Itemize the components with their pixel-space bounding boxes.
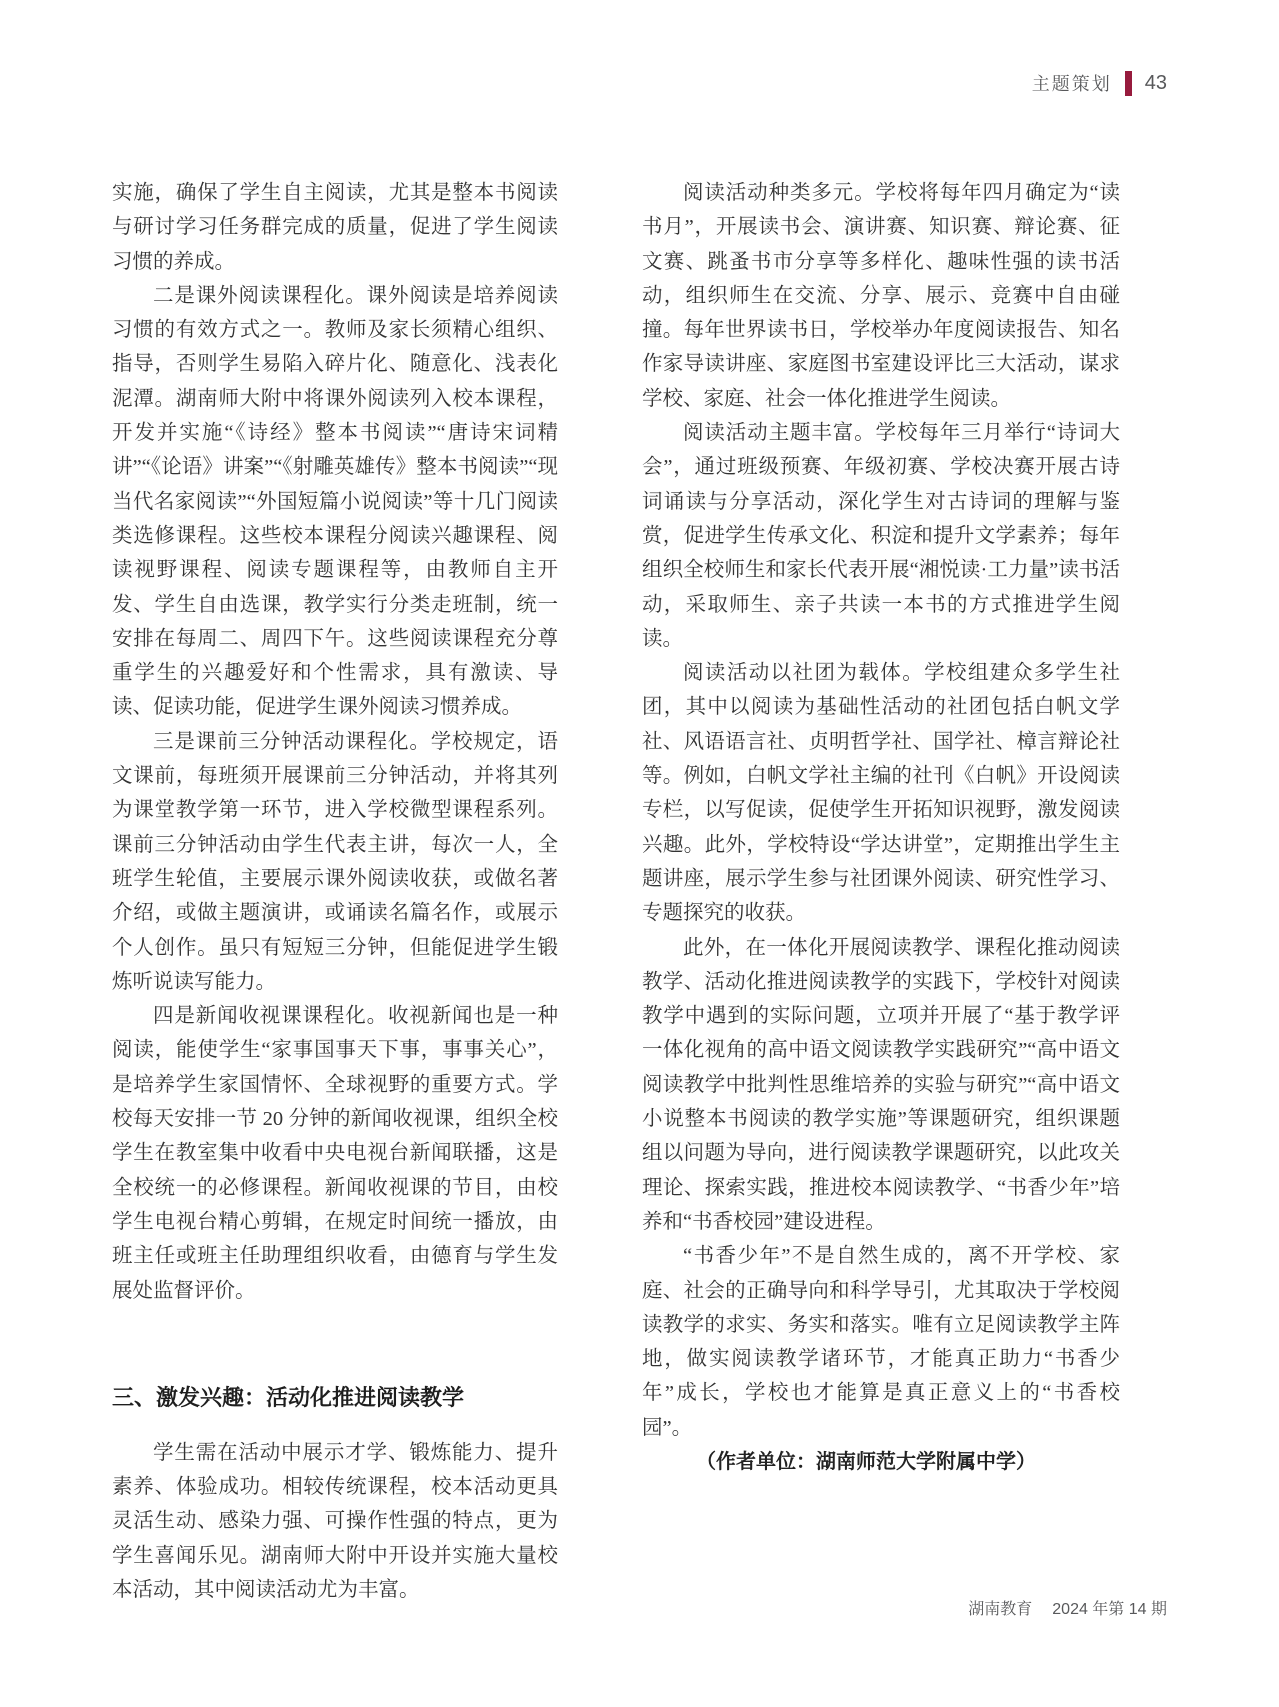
paragraph: 学生需在活动中展示才学、锻炼能力、提升素养、体验成功。相较传统课程，校本活动更具灵活生动、感染力强、可操作性强的特点，更为学生喜闻乐见。湖南师大附中开设并实施大量校本活动，其中阅读活动尤为丰富。 xyxy=(112,1441,558,1601)
paragraph: 此外，在一体化开展阅读教学、课程化推动阅读教学、活动化推进阅读教学的实践下，学校针对阅读教学中遇到的实际问题，立项并开展了“基于教学评一体化视角的高中语文阅读教学实践研究”“高中语文阅读教学中批判性思维培养的实验与研究”“高中语文小说整本书阅读的教学实施”等课题研究，组织课题组以问题为导向，进行阅读教学课题研究，以此攻关理论、探索实践，推进校本阅读教学、“书香少年”培养和“书香校园”建设进程。 xyxy=(642,936,1120,1233)
page-footer xyxy=(968,1596,1167,1619)
section-heading: 三、激发兴趣：活动化推进阅读教学 xyxy=(112,1384,465,1410)
paragraph: 二是课外阅读课程化。课外阅读是培养阅读习惯的有效方式之一。教师及家长须精心组织、指导，否则学生易陷入碎片化、随意化、浅表化泥潭。湖南师大附中将课外阅读列入校本课程，开发并实施“《诗经》整本书阅读”“唐诗宋词精讲”“《论语》讲案”“《射雕英雄传》整本书阅读”“现当代名家阅读”“外国短篇小说阅读”等十几门阅读类选修课程。这些校本课程分阅读兴趣课程、阅读视野课程、阅读专题课程等，由教师自主开发、学生自由选课，教学实行分类走班制，统一安排在每周二、周四下午。这些阅读课程充分尊重学生的兴趣爱好和个性需求，具有激读、导读、促读功能，促进学生课外阅读习惯养成。 xyxy=(112,284,558,719)
issue-info: 2024 年第 14 期 xyxy=(1052,1601,1167,1618)
paragraph-continuation: 实施，确保了学生自主阅读，尤其是整本书阅读与研讨学习任务群完成的质量，促进了学生阅读习惯的养成。 xyxy=(112,182,558,273)
journal-name: 湖南教育 xyxy=(968,1601,1033,1618)
left-column xyxy=(112,176,558,1607)
article-body xyxy=(112,176,1120,1607)
paragraph: “书香少年”不是自然生成的，离不开学校、家庭、社会的正确导向和科学导引，尤其取决于学校阅读教学的求实、务实和落实。唯有立足阅读教学主阵地，做实阅读教学诸环节，才能真正助力“书香少年”成长，学校也才能算是真正意义上的“书香校园”。 xyxy=(642,1245,1120,1439)
paragraph: 四是新闻收视课课程化。收视新闻也是一种阅读，能使学生“家事国事天下事，事事关心”，是培养学生家国情怀、全球视野的重要方式。学校每天安排一节 20 分钟的新闻收视课，组织全校学生在教室集中收看中央电视台新闻联播，这是全校统一的必修课程。新闻收视课的节目，由校学生电视台精心剪辑，在规定时间统一播放，由班主任或班主任助理组织收看，由德育与学生发展处监督评价。 xyxy=(112,1005,558,1302)
page-header xyxy=(1032,70,1167,96)
paragraph: 阅读活动以社团为载体。学校组建众多学生社团，其中以阅读为基础性活动的社团包括白帆文学社、风语语言社、贞明哲学社、国学社、樟言辩论社等。例如，白帆文学社主编的社刊《白帆》开设阅读专栏，以写促读，促使学生开拓知识视野，激发阅读兴趣。此外，学校特设“学达讲堂”，定期推出学生主题讲座，展示学生参与社团课外阅读、研究性学习、专题探究的收获。 xyxy=(642,662,1120,925)
paragraph: 阅读活动主题丰富。学校每年三月举行“诗词大会”，通过班级预赛、年级初赛、学校决赛开展古诗词诵读与分享活动，深化学生对古诗词的理解与鉴赏，促进学生传承文化、积淀和提升文学素养；每年组织全校师生和家长代表开展“湘悦读·工力量”读书活动，采取师生、亲子共读一本书的方式推进学生阅读。 xyxy=(642,422,1120,650)
right-column xyxy=(642,176,1120,1607)
paragraph: 三是课前三分钟活动课程化。学校规定，语文课前，每班须开展课前三分钟活动，并将其列为课堂教学第一环节，进入学校微型课程系列。课前三分钟活动由学生代表主讲，每次一人，全班学生轮值，主要展示课外阅读收获，或做名著介绍，或做主题演讲，或诵读名篇名作，或展示个人创作。虽只有短短三分钟，但能促进学生锻炼听说读写能力。 xyxy=(112,730,558,993)
page-number: 43 xyxy=(1144,71,1167,94)
paragraph: 阅读活动种类多元。学校将每年四月确定为“读书月”，开展读书会、演讲赛、知识赛、辩论赛、征文赛、跳蚤书市分享等多样化、趣味性强的读书活动，组织师生在交流、分享、展示、竞赛中自由碰撞。每年世界读书日，学校举办年度阅读报告、知名作家导读讲座、家庭图书室建设评比三大活动，谋求学校、家庭、社会一体化推进学生阅读。 xyxy=(642,182,1120,410)
header-divider-bar xyxy=(1125,71,1132,96)
author-affiliation: （作者单位：湖南师范大学附属中学） xyxy=(696,1450,1036,1473)
section-label: 主题策划 xyxy=(1031,74,1112,94)
